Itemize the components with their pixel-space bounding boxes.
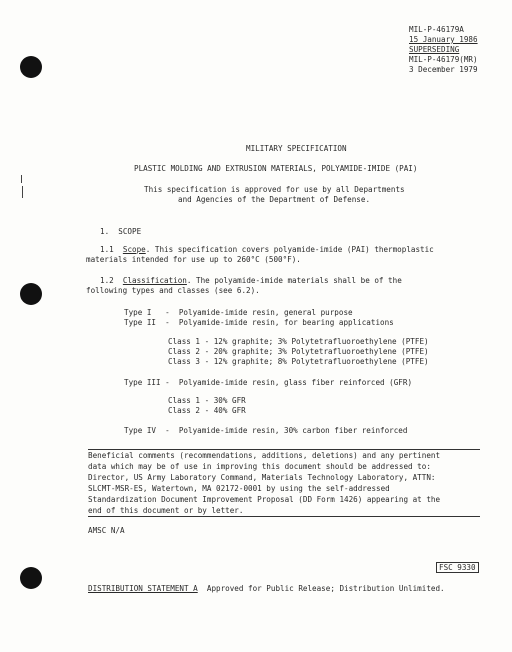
paragraph-title: Scope [122, 245, 146, 254]
distribution-statement [88, 584, 445, 593]
approval-statement-line-2: and Agencies of the Department of Defense. [178, 195, 371, 204]
comments-line: data which may be of use in improving this document should be addressed to: [88, 462, 431, 471]
comments-top-rule [88, 449, 480, 450]
class-line: Class 2 - 40% GFR [168, 406, 246, 415]
amsc-notation: AMSC N/A [88, 526, 125, 535]
superseding-label: SUPERSEDING [409, 45, 460, 54]
type-line: Type IV - Polyamide-imide resin, 30% carbon fiber reinforced [124, 426, 408, 435]
distribution-statement-text: Approved for Public Release; Distribution Unlimited. [197, 584, 445, 593]
type-line: Type I - Polyamide-imide resin, general purpose [124, 308, 353, 317]
class-line: Class 2 - 20% graphite; 3% Polytetrafluoroethylene (PTFE) [168, 347, 429, 356]
paragraph-text: . This specification covers polyamide-imide (PAI) thermoplastic [145, 245, 434, 254]
margin-revision-mark [22, 186, 23, 198]
class-line: Class 1 - 30% GFR [168, 396, 246, 405]
specification-title: PLASTIC MOLDING AND EXTRUSION MATERIALS, POLYAMIDE-IMIDE (PAI) [134, 164, 418, 173]
superseded-document-date: 3 December 1979 [409, 65, 478, 74]
document-date: 15 January 1986 [409, 35, 478, 44]
paragraph-text: . The polyamide-imide materials shall be of the [186, 276, 402, 285]
comments-line: Standardization Document Improvement Proposal (DD Form 1426) appearing at the [88, 495, 441, 504]
paragraph-1-1-line-2: materials intended for use up to 260°C (500°F). [86, 255, 301, 264]
paragraph-1-1-line-1 [100, 245, 434, 254]
binder-hole-top [20, 56, 42, 78]
type-line: Type III - Polyamide-imide resin, glass fiber reinforced (GFR) [124, 378, 413, 387]
binder-hole-bottom [20, 567, 42, 589]
paragraph-number: 1.1 [100, 245, 114, 254]
paragraph-number: 1.2 [100, 276, 114, 285]
fsc-box: FSC 9330 [436, 562, 479, 573]
paragraph-title: Classification [122, 276, 187, 285]
paragraph-1-2-line-2: following types and classes (see 6.2). [86, 286, 260, 295]
comments-line: SLCMT-MSR-ES, Watertown, MA 02172-0001 by using the self-addressed [88, 484, 390, 493]
paragraph-1-2-line-1 [100, 276, 402, 285]
specification-type: MILITARY SPECIFICATION [246, 144, 347, 153]
document-number: MIL-P-46179A [409, 25, 464, 34]
class-line: Class 1 - 12% graphite; 3% Polytetrafluoroethylene (PTFE) [168, 337, 429, 346]
superseded-document-number: MIL-P-46179(MR) [409, 55, 478, 64]
approval-statement-line-1: This specification is approved for use by all Departments [144, 185, 405, 194]
binder-hole-middle [20, 283, 42, 305]
type-line: Type II - Polyamide-imide resin, for bearing applications [124, 318, 394, 327]
comments-line: end of this document or by letter. [88, 506, 244, 515]
distribution-statement-label: DISTRIBUTION STATEMENT A [88, 584, 198, 593]
section-heading-scope: 1. SCOPE [100, 227, 142, 236]
class-line: Class 3 - 12% graphite; 8% Polytetrafluoroethylene (PTFE) [168, 357, 429, 366]
comments-bottom-rule [88, 516, 480, 517]
comments-line: Director, US Army Laboratory Command, Materials Technology Laboratory, ATTN: [88, 473, 436, 482]
margin-revision-mark [21, 175, 22, 183]
comments-line: Beneficial comments (recommendations, additions, deletions) and any pertinent [88, 451, 441, 460]
